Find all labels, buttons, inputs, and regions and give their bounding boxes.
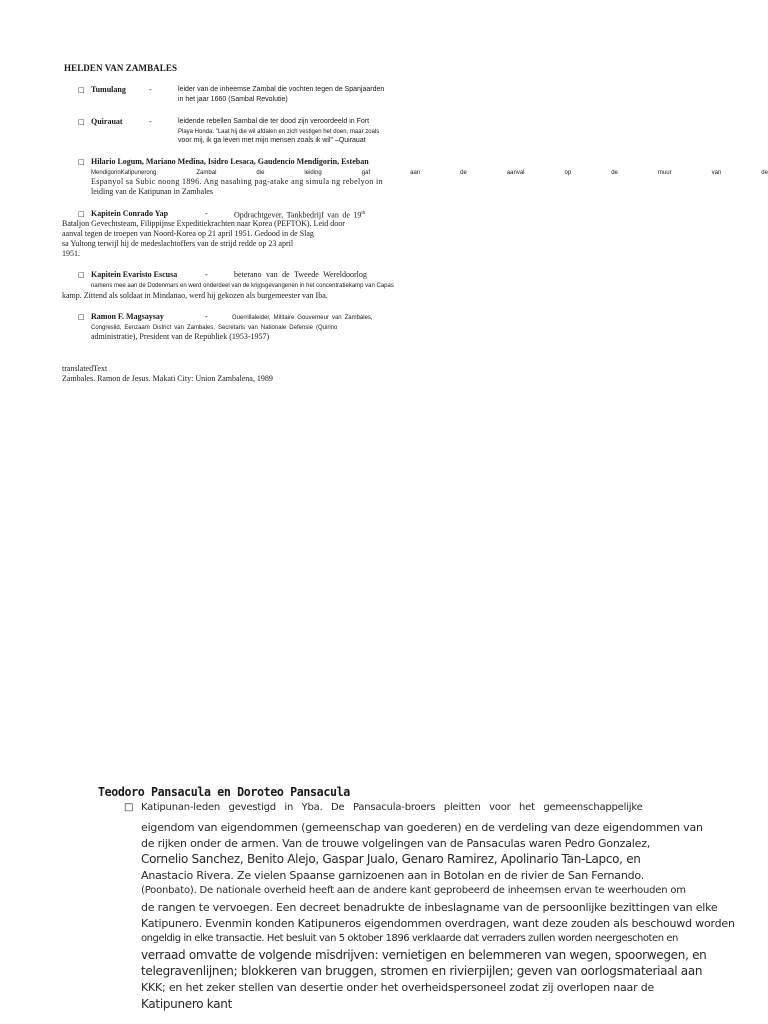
checkbox-bullet-icon: □ — [78, 118, 85, 126]
paragraph-line: Katipunero. Evenmin konden Katipuneros eigendommen overdragen, want deze zouden als beschouwd worden — [141, 917, 735, 930]
description-line: Espanyol sa Subic noong 1896. Ang nasabing pag-atake ang simula ng rebelyon in — [91, 177, 383, 186]
description-line: administratie), President van de Republiek (1953-1957) — [91, 332, 270, 341]
section-title: Teodoro Pansacula en Doroteo Pansacula — [98, 784, 350, 799]
paragraph-line: (Poonbato). De nationale overheid heeft aan de andere kant geprobeerd de inheemsen ervan te weerhouden om — [141, 885, 686, 896]
word: leiding — [304, 170, 322, 176]
paragraph-line: eigendom van eigendommen (gemeenschap van goederen) en de verdeling van deze eigendommen van — [141, 821, 703, 834]
list-item-tumulang — [78, 85, 438, 107]
list-item-hilario-logum — [78, 157, 768, 199]
paragraph-line — [141, 802, 647, 813]
paragraph-line: Anastacio Rivera. Ze vielen Spaanse garnizoenen aan in Botolan en de rivier de San Fernando. — [141, 869, 645, 882]
separator-dash: - — [205, 270, 208, 279]
hero-name: Ramon F. Magsaysay — [91, 312, 164, 321]
word: de — [460, 170, 467, 176]
checkbox-bullet-icon: □ — [78, 86, 85, 94]
source-citation: Zambales. Ramon de Jesus. Makati City: Union Zambalena, 1989 — [62, 374, 273, 383]
word: de — [611, 170, 618, 176]
description-line: voor mij, ik ga leven met mijn mensen zoals ik wil" –Quirauat — [178, 137, 366, 144]
checkbox-bullet-icon: □ — [78, 158, 85, 166]
list-item-conrado-yap — [62, 209, 438, 261]
paragraph-line: de rijken onder de armen. Van de trouwe volgelingen van de Pansaculas waren Pedro Gonzalez, — [141, 837, 651, 850]
description-line: Playa Honda. "Laat hij die wil afdalen en zich vestigen het doen, maar zoals — [178, 129, 380, 135]
list-item-quirauat — [78, 117, 458, 149]
paragraph-line: KKK; en het zeker stellen van desertie onder het overheidspersoneel zodat zij overlopen naar de — [141, 981, 655, 994]
paragraph-line: verraad omvatte de volgende misdrijven: vernietigen en belemmeren van wegen, spoorwegen, en — [141, 948, 707, 962]
paragraph-text: Katipunan-leden gevestigd in Yba. De Pansacula-broers pleitten voor het gemeenschappelijke — [141, 802, 643, 813]
description-line: leiding van de Katipunan in Zambales — [91, 187, 213, 196]
list-item-ramon-magsaysay — [78, 312, 458, 344]
description-line: Congreslid, Eenzaam District van Zambales, Secretaris van Nationale Defensie (Quirino — [91, 325, 338, 331]
word: de — [761, 170, 768, 176]
hero-name: Tumulang — [91, 85, 126, 94]
separator-dash: - — [149, 85, 152, 94]
description-line: Guerrillaleider, Militaire Gouverneur van Zambales, — [232, 315, 373, 321]
separator-dash: - — [149, 117, 152, 126]
word: aan — [410, 170, 421, 176]
word: die — [256, 170, 265, 176]
word: op — [564, 170, 572, 176]
hero-name: Quirauat — [91, 117, 123, 126]
separator-dash: - — [205, 312, 208, 321]
description-line: leider van de inheemse Zambal die vochten tegen de Spanjaarden — [178, 86, 385, 93]
page-title: HELDEN VAN ZAMBALES — [64, 63, 178, 73]
paragraph-line: Katipunero kant — [141, 997, 232, 1011]
description-line: namens mee aan de Dodenmars en werd onderdeel van de krijgsgevangenen in het concentratiekamp van Capas — [91, 283, 394, 289]
separator-dash: - — [205, 209, 208, 218]
description-line: kamp. Zittend als soldaat in Mindanao, werd hij gekozen als burgemeester van Iba. — [62, 291, 328, 300]
hero-name: Kapitein Evaristo Escusa — [91, 270, 178, 279]
word: muur — [657, 170, 672, 176]
description-line: beterano van de Tweede Wereldoorlog — [234, 270, 367, 279]
word: aanval — [506, 170, 525, 176]
hero-name: Hilario Logum, Mariano Medina, Isidro Lesaca, Gaudencio Mendigorin, Esteban — [91, 157, 369, 166]
description-line: Bataljon Gevechtsteam, Filippijnse Expeditiekrachten naar Korea (PEFTOK). Leid door — [62, 219, 345, 228]
list-item-evaristo-escusa — [62, 270, 468, 302]
word: gaf — [361, 170, 371, 176]
word: MendigorinKatipunerong — [91, 170, 157, 176]
paragraph-line: de rangen te vervoegen. Een decreet benadrukte de inbeslagname van de persoonlijke bezittingen van elke — [141, 901, 718, 914]
paragraph-line: Cornelio Sanchez, Benito Alejo, Gaspar Jualo, Genaro Ramirez, Apolinario Tan-Lapco, en — [141, 852, 641, 866]
description-line: aanval tegen de troepen van Noord-Korea op 21 april 1951. Gedood in de Slag — [62, 229, 314, 238]
translated-text-label: translatedText — [62, 364, 108, 373]
paragraph-line: telegravenlijnen; blokkeren van bruggen, stromen en rivierpijlen; geven van oorlogsmateriaal aan — [141, 964, 703, 978]
word: van — [711, 170, 722, 176]
description-line: sa Yultong terwijl hij de medeslachtoffers van de strijd redde op 23 april — [62, 239, 294, 248]
ordinal-suffix: th — [361, 211, 366, 216]
hero-name: Kapitein Conrado Yap — [91, 209, 169, 218]
description-line: leidende rebellen Sambal die ter dood zijn veroordeeld in Fort — [178, 118, 370, 125]
description-line: in het jaar 1660 (Sambal Revolutie) — [178, 96, 288, 103]
checkbox-bullet-icon: □ — [124, 802, 134, 813]
checkbox-bullet-icon: □ — [78, 313, 85, 321]
description-line: 1951. — [62, 249, 80, 258]
checkbox-bullet-icon: □ — [78, 210, 85, 218]
description-text: Opdrachtgever, Tankbedrijf van de 19 — [234, 210, 362, 220]
paragraph-line: ongeldig in elke transactie. Het besluit van 5 oktober 1896 verklaarde dat verraders zullen worden neergeschoten en — [141, 933, 678, 944]
word: Zambal — [196, 170, 217, 176]
checkbox-bullet-icon: □ — [78, 271, 85, 279]
